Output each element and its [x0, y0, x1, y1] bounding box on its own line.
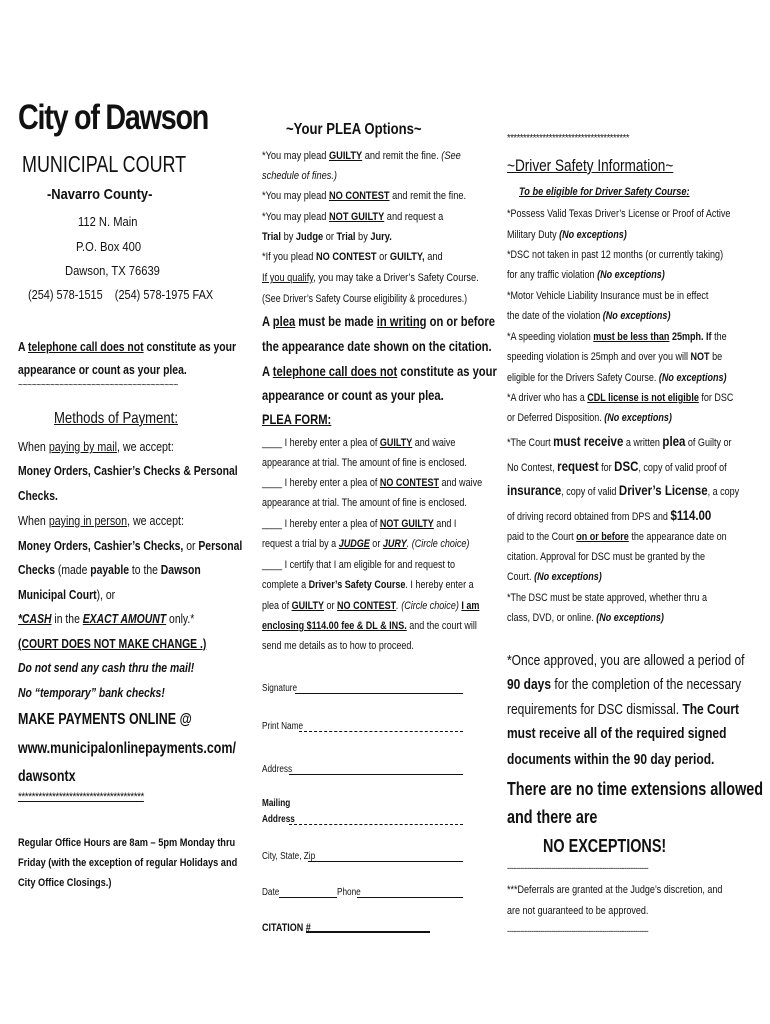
signature-label: Signature: [262, 683, 298, 694]
req-dsc-history-2: for any traffic violation (No exceptions): [507, 269, 665, 281]
req-license-1: *Possess Valid Texas Driver’s License or Proof of Active: [507, 208, 731, 220]
req-speed-1: *A speeding violation must be less than 25mph. If the: [507, 331, 727, 343]
mail-payment-methods-1: Money Orders, Cashier’s Checks & Personal: [18, 463, 238, 478]
form-option-dsc-4: enclosing $114.00 fee & DL & INS. and the court will: [262, 620, 477, 632]
person-payment-methods-2: Checks (made payable to the Dawson: [18, 562, 201, 577]
deferral-note-2: are not guaranteed to be approved.: [507, 905, 649, 917]
req-speed-2: speeding violation is 25mph and over you will NOT be: [507, 351, 723, 363]
person-payment-label: When paying in person, we accept:: [18, 513, 184, 528]
plea-option-not-guilty-1: *You may plead NOT GUILTY and request a: [262, 211, 444, 223]
city-state-zip-field[interactable]: [262, 850, 327, 864]
no-cash-mail-note: Do not send any cash thru the mail!: [18, 660, 195, 675]
citation-field[interactable]: [262, 920, 467, 936]
address-line-1: 112 N. Main: [78, 214, 138, 229]
date-line[interactable]: [279, 886, 337, 898]
print-name-label: Print Name: [262, 721, 304, 732]
req-court-6: citation. Approval for DSC must be granted by the: [507, 551, 706, 563]
plea-writing-note-2: the appearance date shown on the citation.: [262, 338, 492, 354]
form-option-not-guilty-1[interactable]: ____ I hereby enter a plea of NOT GUILTY and I: [262, 518, 457, 530]
person-payment-methods-1: Money Orders, Cashier’s Checks, or Personal: [18, 538, 243, 553]
eligibility-heading: To be eligible for Driver Safety Course:: [519, 186, 690, 198]
driver-safety-heading: ~Driver Safety Information~: [507, 156, 674, 175]
plea-option-guilty-1: *You may plead GUILTY and remit the fine. (See: [262, 150, 461, 162]
phone-line[interactable]: [357, 886, 463, 898]
address-field[interactable]: [262, 763, 299, 777]
form-option-no-contest-2: appearance at trial. The amount of fine is enclosed.: [262, 497, 467, 509]
office-hours-line-1: Regular Office Hours are 8am – 5pm Monday thru: [18, 837, 236, 849]
deferral-note-1: ***Deferrals are granted at the Judge’s discretion, and: [507, 884, 723, 896]
telephone-note-2: appearance or count as your plea.: [262, 387, 444, 403]
req-dsc-history-1: *DSC not taken in past 12 months (or currently taking): [507, 249, 724, 261]
methods-heading: Methods of Payment:: [54, 410, 178, 427]
approval-period-4: must receive all of the required signed: [507, 725, 727, 742]
req-state-approved-2: class, DVD, or online. (No exceptions): [507, 612, 664, 624]
address-line[interactable]: [289, 763, 463, 775]
mailing-address-line[interactable]: [289, 813, 463, 825]
form-option-no-contest-1[interactable]: ____ I hereby enter a plea of NO CONTEST and waive: [262, 477, 483, 489]
no-temp-checks-note: No “temporary” bank checks!: [18, 685, 165, 700]
no-extensions-2: and there are: [507, 807, 598, 827]
court-phones: (254) 578-1515 (254) 578-1975 FAX: [28, 287, 214, 302]
req-license-2: Military Duty (No exceptions): [507, 229, 627, 241]
plea-writing-note-1: A plea must be made in writing on or before: [262, 313, 495, 329]
no-extensions-1: There are no time extensions allowed: [507, 779, 764, 799]
address-label: Address: [262, 764, 293, 775]
form-option-dsc-2: complete a Driver’s Safety Course. I hereby enter a: [262, 579, 474, 591]
mailing-address-field[interactable]: [262, 813, 302, 827]
req-court-1: *The Court must receive a written plea of Guilty or: [507, 433, 732, 449]
req-court-4: of driving record obtained from DPS and $114.00: [507, 507, 712, 523]
phone-note-line-2: appearance or count as your plea.: [18, 362, 187, 377]
no-change-note: (COURT DOES NOT MAKE CHANGE .): [18, 636, 207, 651]
print-name-line[interactable]: [299, 720, 463, 732]
signature-field[interactable]: [262, 682, 305, 696]
person-payment-methods-3: Municipal Court), or: [18, 587, 116, 602]
req-state-approved-1: *The DSC must be state approved, whether thru a: [507, 592, 708, 604]
address-city: Dawson, TX 76639: [65, 263, 160, 278]
plea-option-guilty-2: schedule of fines.): [262, 170, 337, 182]
req-speed-3: eligible for the Drivers Safety Course. (No exceptions): [507, 372, 727, 384]
form-option-dsc-1[interactable]: ____ I certify that I am eligible for and request to: [262, 559, 456, 571]
online-payment-url[interactable]: www.municipalonlinepayments.com/: [18, 740, 236, 757]
cash-note: *CASH in the EXACT AMOUNT only.*: [18, 611, 195, 626]
form-option-dsc-5: send me details as to how to proceed.: [262, 640, 414, 652]
office-hours-line-3: City Office Closings.): [18, 877, 112, 889]
office-hours-line-2: Friday (with the exception of regular Holidays and: [18, 857, 238, 869]
plea-options-heading: ~Your PLEA Options~: [286, 121, 422, 138]
plea-option-no-contest: *You may plead NO CONTEST and remit the fine.: [262, 190, 467, 202]
signature-line[interactable]: [295, 682, 463, 694]
city-state-zip-line[interactable]: [308, 850, 463, 862]
req-insurance-2: the date of the violation (No exceptions): [507, 310, 671, 322]
req-insurance-1: *Motor Vehicle Liability Insurance must be in effect: [507, 290, 709, 302]
req-cdl-2: or Deferred Disposition. (No exceptions): [507, 412, 672, 424]
county-name: -Navarro County-: [47, 186, 153, 203]
approval-period-5: documents within the 90 day period.: [507, 751, 715, 768]
plea-option-dsc-1: *If you plead NO CONTEST or GUILTY, and: [262, 251, 443, 263]
phone-label: Phone: [337, 887, 361, 898]
plea-option-dsc-2: If you qualify, you may take a Driver’s Safety Course.: [262, 272, 479, 284]
online-payment-heading: MAKE PAYMENTS ONLINE @: [18, 711, 192, 728]
approval-period-2: 90 days for the completion of the necessary: [507, 676, 742, 693]
approval-period-1: *Once approved, you are allowed a period of: [507, 652, 745, 669]
citation-label: CITATION #: [262, 922, 311, 934]
date-phone-field: [262, 886, 467, 902]
no-exceptions-banner: NO EXCEPTIONS!: [543, 836, 667, 856]
plea-form-heading: PLEA FORM:: [262, 411, 332, 427]
req-court-3: insurance, copy of valid Driver’s License, a copy: [507, 482, 740, 498]
form-option-guilty-1[interactable]: ____ I hereby enter a plea of GUILTY and waive: [262, 437, 456, 449]
plea-option-not-guilty-2: Trial by Judge or Trial by Jury.: [262, 231, 392, 243]
form-option-not-guilty-2: request a trial by a JUDGE or JURY. (Circle choice): [262, 538, 470, 550]
city-state-zip-label: City, State, Zip: [262, 851, 316, 862]
date-label: Date: [262, 887, 280, 898]
tilde-divider: ~~~~~~~~~~~~~~~~~~~~~~~~~~~~~~~~~~~: [18, 380, 178, 391]
req-court-7: Court. (No exceptions): [507, 571, 602, 583]
star-divider-top: **************************************: [507, 133, 630, 144]
citation-line[interactable]: [306, 921, 430, 933]
star-divider: *************************************: [18, 791, 144, 803]
mailing-label-2: Address: [262, 814, 295, 825]
form-option-dsc-3: plea of GUILTY or NO CONTEST. (Circle choice) I am: [262, 600, 480, 612]
req-court-2: No Contest, request for DSC, copy of valid proof of: [507, 458, 727, 474]
print-name-field[interactable]: [262, 720, 312, 734]
address-line-2: P.O. Box 400: [76, 239, 142, 254]
plea-option-dsc-3: (See Driver’s Safety Course eligibility & procedures.): [262, 293, 468, 305]
approval-period-3: requirements for DSC dismissal. The Court: [507, 701, 740, 718]
online-payment-url-end[interactable]: dawsontx: [18, 768, 76, 785]
req-court-5: paid to the Court on or before the appearance date on: [507, 531, 727, 543]
mailing-label-1: Mailing: [262, 798, 291, 809]
phone-note-line-1: A telephone call does not constitute as your: [18, 339, 237, 354]
telephone-note-1: A telephone call does not constitute as your: [262, 363, 497, 379]
city-title: City of Dawson: [18, 98, 209, 137]
court-name: MUNICIPAL COURT: [22, 151, 187, 177]
mail-payment-methods-2: Checks.: [18, 488, 58, 503]
mail-payment-label: When paying by mail, we accept:: [18, 439, 174, 454]
form-option-guilty-2: appearance at trial. The amount of fine is enclosed.: [262, 457, 467, 469]
dash-divider-2: ----------------------------------------------------------------: [507, 926, 649, 936]
req-cdl-1: *A driver who has a CDL license is not eligible for DSC: [507, 392, 734, 404]
dash-divider-1: ----------------------------------------------------------------: [507, 863, 649, 873]
